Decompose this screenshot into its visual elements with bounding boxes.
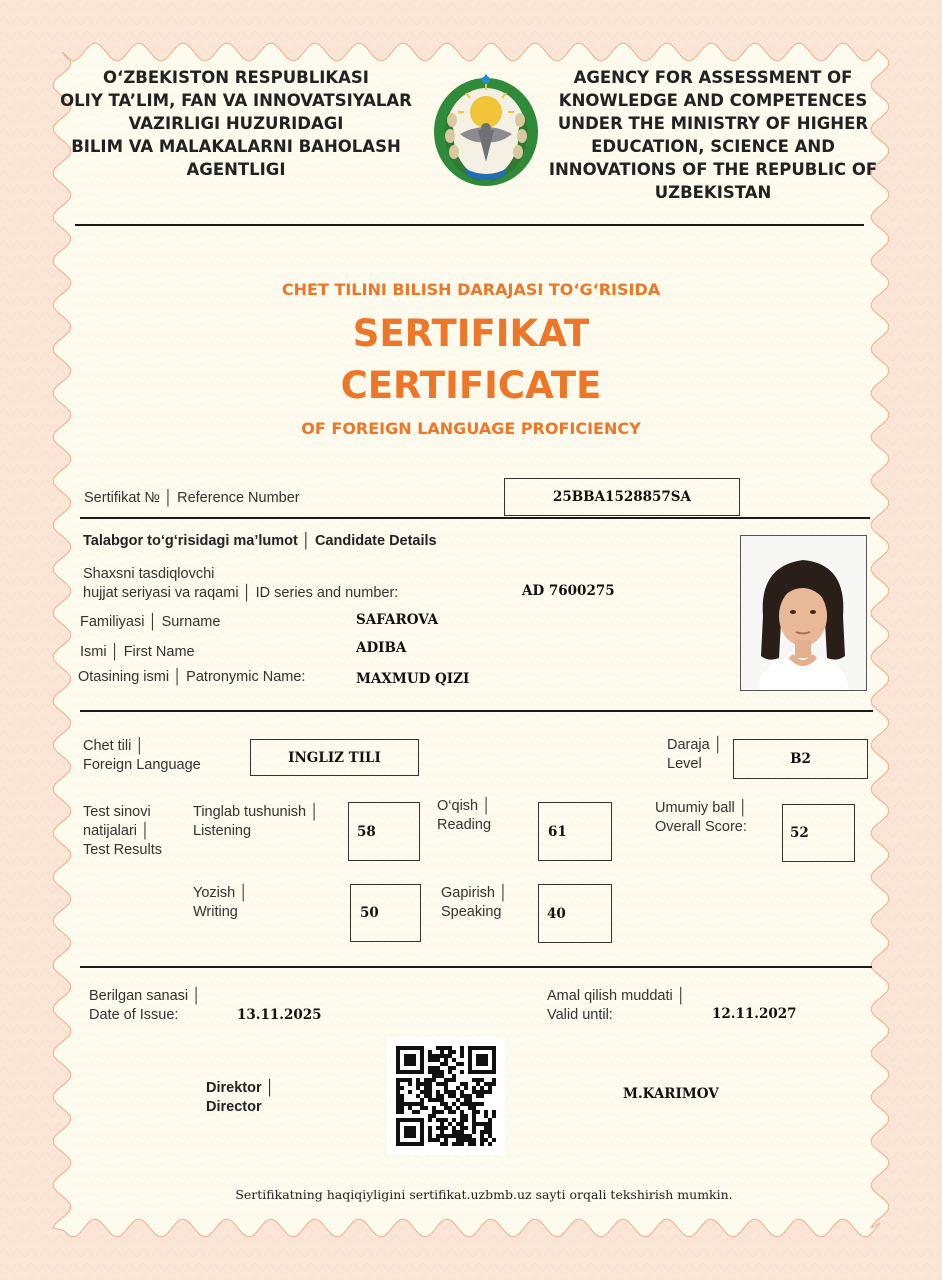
speaking-score-box: 40 bbox=[538, 884, 612, 943]
header-left-line: VAZIRLIGI HUZURIDAGI bbox=[128, 114, 344, 133]
overall-score-label: Umumiy ball │ Overall Score: bbox=[655, 800, 748, 835]
listening-score-box: 58 bbox=[348, 802, 420, 861]
verification-qr-code[interactable] bbox=[387, 1037, 505, 1155]
verification-note: Sertifikatning haqiqiyligini sertifikat.uzbmb.uz sayti orqali tekshirish mumkin. bbox=[235, 1187, 733, 1202]
patronymic-label: Otasining ismi │ Patronymic Name: bbox=[78, 669, 306, 685]
header-right-text bbox=[546, 66, 880, 204]
header-right-line: EDUCATION, SCIENCE AND bbox=[591, 137, 835, 156]
reference-label: Sertifikat № │ Reference Number bbox=[84, 490, 300, 506]
id-value: AD 7600275 bbox=[522, 583, 615, 599]
issue-date-label: Berilgan sanasi │ Date of Issue: bbox=[89, 988, 202, 1023]
header-divider bbox=[75, 224, 864, 226]
header-right-line: UZBEKISTAN bbox=[654, 183, 772, 202]
writing-score-box: 50 bbox=[350, 884, 421, 942]
title-post: OF FOREIGN LANGUAGE PROFICIENCY bbox=[301, 419, 641, 438]
header-left-line: BILIM VA MALAKALARNI BAHOLASH bbox=[71, 137, 401, 156]
results-divider bbox=[80, 966, 872, 968]
candidate-section-label: Talabgor to‘g‘risidagi ma’lumot │ Candidate Details bbox=[83, 533, 437, 549]
overall-score-box: 52 bbox=[782, 804, 855, 862]
candidate-photo bbox=[740, 535, 867, 691]
director-name: M.KARIMOV bbox=[623, 1086, 719, 1102]
level-box: B2 bbox=[733, 739, 868, 779]
issue-date-value: 13.11.2025 bbox=[237, 1007, 322, 1023]
header-right-line: AGENCY FOR ASSESSMENT OF bbox=[573, 68, 853, 87]
reading-label: O‘qish │ Reading bbox=[437, 798, 492, 833]
title-pre: CHET TILINI BILISH DARAJASI TO‘G‘RISIDA bbox=[281, 280, 661, 299]
level-label: Daraja │ Level bbox=[667, 737, 723, 772]
listening-label: Tinglab tushunish │ Listening bbox=[193, 804, 320, 839]
header-left-text bbox=[50, 66, 422, 181]
director-label: Direktor │ Director bbox=[206, 1080, 275, 1115]
reading-score-box: 61 bbox=[538, 802, 612, 861]
first-name-value: ADIBA bbox=[356, 640, 407, 656]
speaking-label: Gapirish │ Speaking bbox=[441, 885, 509, 920]
header-right-line: KNOWLEDGE AND COMPETENCES bbox=[558, 91, 868, 110]
writing-label: Yozish │ Writing bbox=[193, 885, 249, 920]
candidate-divider bbox=[80, 710, 873, 712]
reference-divider bbox=[80, 517, 870, 519]
qr-code-icon bbox=[387, 1037, 505, 1155]
valid-until-value: 12.11.2027 bbox=[712, 1006, 797, 1022]
valid-until-label: Amal qilish muddati │ Valid until: bbox=[547, 988, 686, 1023]
first-name-label: Ismi │ First Name bbox=[80, 644, 195, 660]
foreign-language-box: INGLIZ TILI bbox=[250, 739, 419, 776]
id-label: Shaxsni tasdiqlovchi hujjat seriyasi va raqami │ ID series and number: bbox=[83, 566, 399, 601]
header-right-line: INNOVATIONS OF THE REPUBLIC OF bbox=[548, 160, 878, 179]
title-certificate: CERTIFICATE bbox=[340, 364, 602, 407]
reference-number-box: 25BBA1528857SA bbox=[504, 478, 740, 516]
header-right-line: UNDER THE MINISTRY OF HIGHER bbox=[557, 114, 869, 133]
state-emblem-icon bbox=[430, 72, 542, 188]
patronymic-value: MAXMUD QIZI bbox=[356, 671, 470, 687]
foreign-language-label: Chet tili │ Foreign Language bbox=[83, 738, 201, 773]
header-left-line: OLIY TA’LIM, FAN VA INNOVATSIYALAR bbox=[60, 91, 412, 110]
title-sertifikat: SERTIFIKAT bbox=[352, 312, 590, 355]
surname-label: Familiyasi │ Surname bbox=[80, 614, 221, 630]
header-left-line: AGENTLIGI bbox=[186, 160, 286, 179]
header-left-line: O‘ZBEKISTON RESPUBLIKASI bbox=[103, 68, 369, 87]
surname-value: SAFAROVA bbox=[356, 612, 439, 628]
portrait-icon bbox=[741, 536, 866, 690]
test-results-label: Test sinovi natijalari │ Test Results bbox=[83, 804, 162, 858]
